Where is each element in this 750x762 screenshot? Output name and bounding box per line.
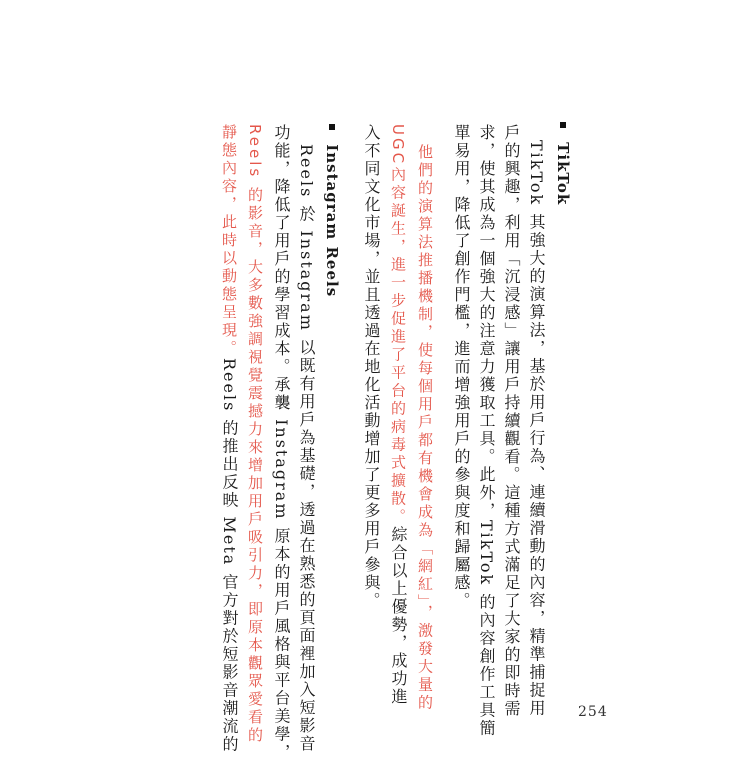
highlight-text-line: Reels 的影音，大多數強調視覺震撼力來增加用戶吸引力，即原本觀眾愛看的 xyxy=(246,124,264,745)
text-line: Reels 於 Instagram 以既有用戶為基礎，透過在熟悉的頁面裡加入短影音 xyxy=(297,144,316,753)
text-line-mixed xyxy=(217,124,241,753)
section-heading-reels: Instagram Reels xyxy=(320,124,344,297)
text-line: 功能，降低了用戶的學習成本。承襲 Instagram 原本的用戶風格與平台美學， xyxy=(272,124,291,762)
bullet-icon xyxy=(560,122,566,128)
section-heading-tiktok: TikTok xyxy=(551,122,575,205)
text-segment: Reels 的推出反映 Meta 官方對於短影音潮流的 xyxy=(220,358,239,754)
text-line: 單易用，降低了創作門檻，進而增強用戶的參與度和歸屬感。 xyxy=(452,124,471,610)
highlight-text-line: 他們的演算法推播機制，使每個用戶都有機會成為「網紅」，激發大量的 xyxy=(416,144,434,713)
bullet-icon xyxy=(329,124,335,130)
highlight-text: 靜態內容，此時以動態呈現。 xyxy=(220,124,238,358)
highlight-text: UGC內容誕生，進一步促進了平台的病毒式擴散。 xyxy=(389,124,407,527)
text-line: 求，使其成為一個強大的注意力獲取工具。此外，TikTok 的內容創作工具簡 xyxy=(477,124,496,738)
text-segment: 綜合以上優勢，成功進 xyxy=(389,526,408,707)
page-number: 254 xyxy=(578,704,608,720)
text-line-mixed xyxy=(386,124,410,706)
text-line: TikTok 其強大的演算法，基於用戶行為、連續滑動的內容，精準捕捉用 xyxy=(527,140,546,718)
text-line: 戶的興趣，利用「沉浸感」讓用戶持續觀看。這種方式滿足了大家的即時需 xyxy=(502,124,521,718)
text-line: 入不同文化市場，並且透過在地化活動增加了更多用戶參與。 xyxy=(362,124,381,610)
